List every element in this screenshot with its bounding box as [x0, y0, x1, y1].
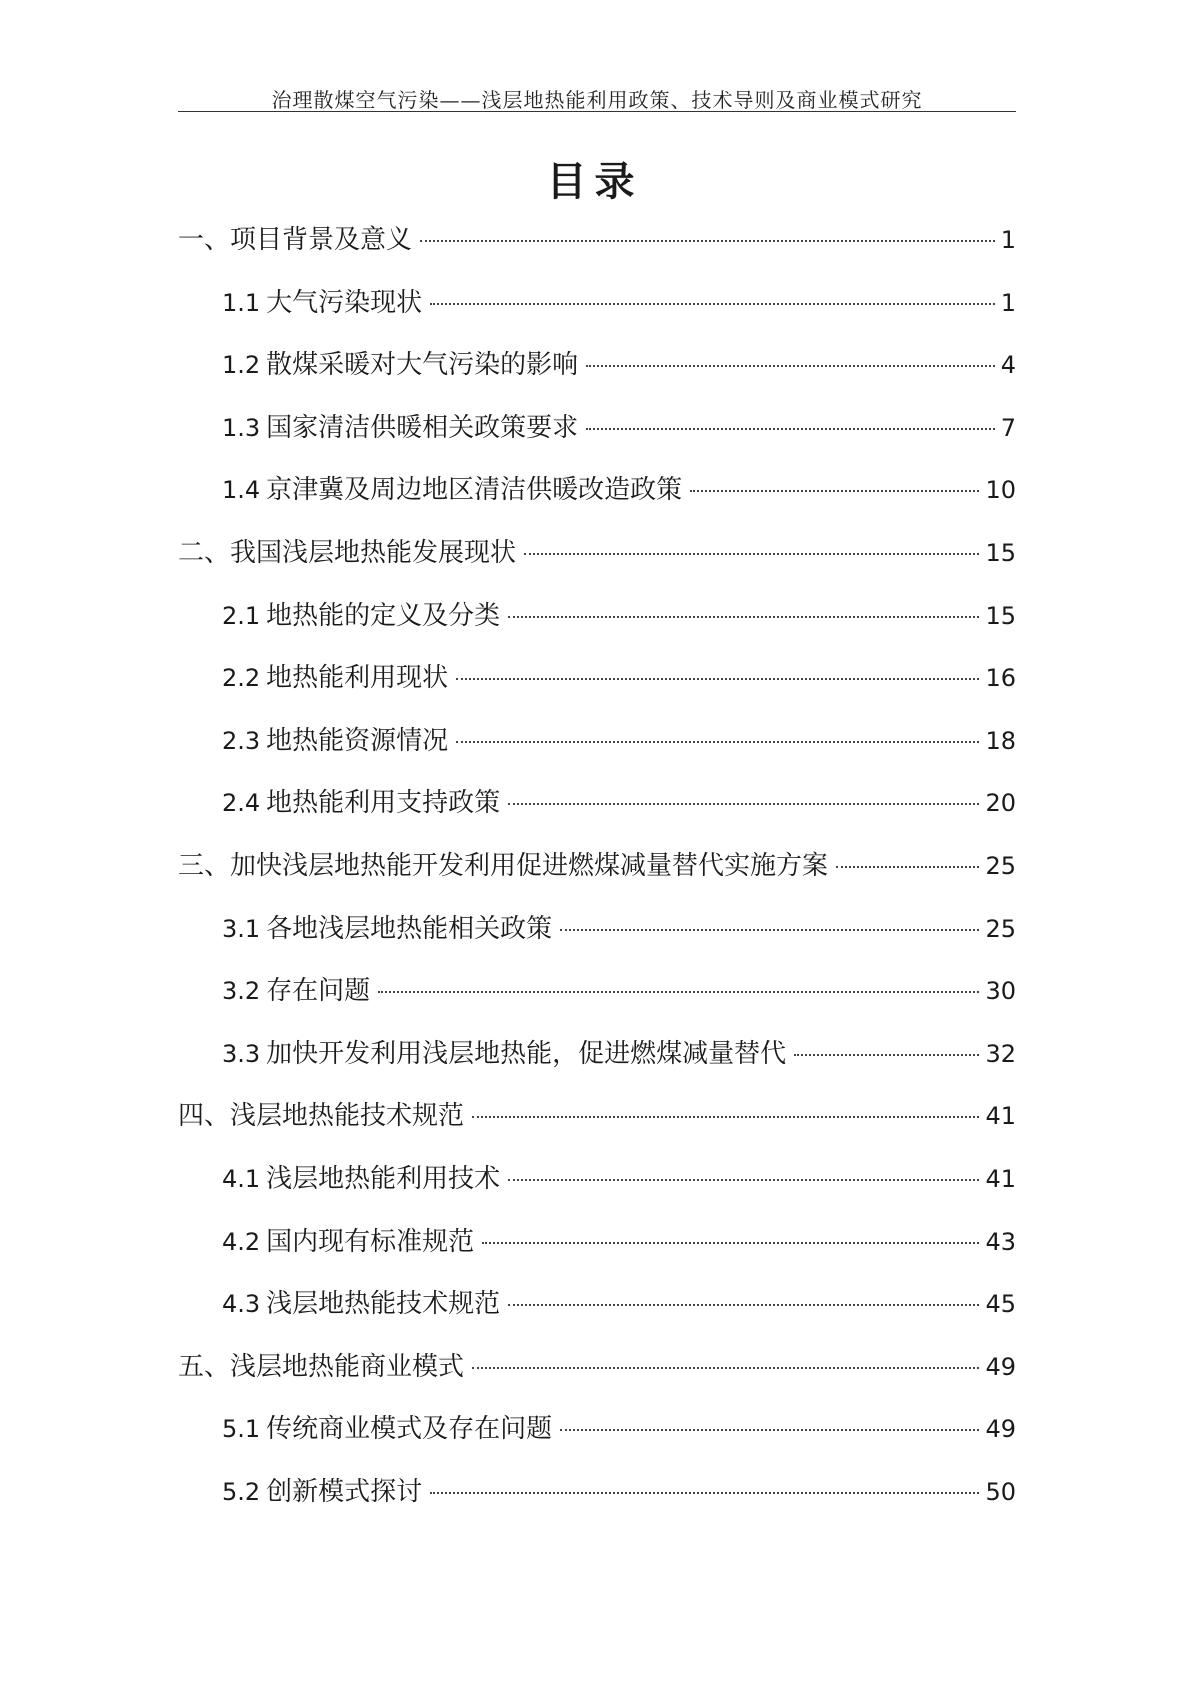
toc-section-number: 1.4 — [222, 476, 261, 505]
toc-page-number: 25 — [985, 851, 1016, 880]
toc-page-number: 20 — [985, 789, 1016, 818]
toc-entry-label: 二、我国浅层地热能发展现状 — [178, 537, 517, 568]
toc-entry-label: 浅层地热能技术规范 — [266, 1289, 501, 1320]
toc-entry-label: 五、浅层地热能商业模式 — [178, 1351, 465, 1382]
toc-section-number: 3.2 — [222, 977, 261, 1006]
toc-entry-label: 国内现有标准规范 — [266, 1226, 475, 1257]
toc-section-number: 1.3 — [222, 413, 261, 442]
toc-chapter-entry[interactable] — [178, 218, 1016, 281]
toc-title: 目录 — [546, 159, 643, 205]
toc-entry-label: 地热能的定义及分类 — [266, 600, 501, 631]
toc-section-entry[interactable] — [178, 719, 1016, 782]
toc-page-number: 30 — [985, 977, 1016, 1006]
toc-section-number: 4.3 — [222, 1290, 261, 1319]
toc-page-number: 41 — [985, 1164, 1016, 1193]
toc-chapter-entry[interactable] — [178, 1094, 1016, 1157]
toc-page-number: 25 — [985, 914, 1016, 943]
toc-page-number: 49 — [985, 1415, 1016, 1444]
toc-entry-label: 地热能利用支持政策 — [266, 788, 501, 819]
toc-section-number: 5.2 — [222, 1477, 261, 1506]
toc-dot-leader — [430, 1492, 979, 1494]
toc-entry-label: 地热能资源情况 — [266, 725, 449, 756]
toc-dot-leader — [420, 240, 995, 242]
toc-section-number: 2.3 — [222, 726, 261, 755]
toc-section-entry[interactable] — [178, 1407, 1016, 1470]
toc-entry-label: 京津冀及周边地区清洁供暖改造政策 — [266, 475, 683, 506]
toc-page-number: 50 — [985, 1477, 1016, 1506]
toc-section-number: 4.1 — [222, 1164, 261, 1193]
toc-section-entry[interactable] — [178, 1032, 1016, 1095]
toc-dot-leader — [690, 490, 979, 492]
table-of-contents — [178, 218, 1016, 1532]
toc-dot-leader — [560, 929, 979, 931]
toc-page-number: 32 — [985, 1039, 1016, 1068]
toc-dot-leader — [482, 1242, 979, 1244]
toc-chapter-entry[interactable] — [178, 1345, 1016, 1408]
toc-section-entry[interactable] — [178, 1157, 1016, 1220]
toc-dot-leader — [524, 553, 979, 555]
toc-page-number: 7 — [1000, 413, 1016, 442]
toc-dot-leader — [430, 303, 995, 305]
toc-entry-label: 国家清洁供暖相关政策要求 — [266, 412, 579, 443]
toc-dot-leader — [794, 1054, 979, 1056]
toc-dot-leader — [472, 1367, 979, 1369]
toc-chapter-entry[interactable] — [178, 531, 1016, 594]
toc-dot-leader — [836, 866, 979, 868]
toc-entry-label: 一、项目背景及意义 — [178, 225, 413, 255]
toc-entry-label: 传统商业模式及存在问题 — [266, 1414, 553, 1445]
toc-section-entry[interactable] — [178, 1282, 1016, 1345]
toc-entry-label: 大气污染现状 — [266, 287, 423, 318]
toc-dot-leader — [472, 1116, 979, 1118]
toc-section-number: 2.2 — [222, 664, 261, 693]
toc-dot-leader — [560, 1429, 979, 1431]
toc-section-entry[interactable] — [178, 281, 1016, 344]
toc-page-number: 49 — [985, 1352, 1016, 1381]
toc-entry-label: 四、浅层地热能技术规范 — [178, 1101, 465, 1132]
toc-chapter-entry[interactable] — [178, 844, 1016, 907]
toc-entry-label: 散煤采暖对大气污染的影响 — [266, 350, 579, 381]
toc-section-number: 3.3 — [222, 1039, 261, 1068]
toc-section-entry[interactable] — [178, 781, 1016, 844]
toc-page-number: 18 — [985, 726, 1016, 755]
toc-section-entry[interactable] — [178, 594, 1016, 657]
toc-section-number: 2.4 — [222, 789, 261, 818]
toc-section-entry[interactable] — [178, 343, 1016, 406]
toc-page-number: 41 — [985, 1102, 1016, 1131]
toc-page-number: 45 — [985, 1290, 1016, 1319]
toc-page-number: 1 — [1000, 288, 1016, 317]
toc-dot-leader — [508, 616, 979, 618]
toc-page-number: 10 — [985, 476, 1016, 505]
toc-section-entry[interactable] — [178, 406, 1016, 469]
toc-section-number: 4.2 — [222, 1227, 261, 1256]
toc-section-entry[interactable] — [178, 1220, 1016, 1283]
toc-section-number: 3.1 — [222, 914, 261, 943]
toc-entry-label: 各地浅层地热能相关政策 — [266, 913, 553, 944]
toc-page-number: 1 — [1000, 226, 1016, 254]
toc-entry-label: 加快开发利用浅层地热能，促进燃煤减量替代 — [266, 1038, 787, 1069]
toc-dot-leader — [508, 803, 979, 805]
toc-section-entry[interactable] — [178, 907, 1016, 970]
toc-entry-label: 地热能利用现状 — [266, 663, 449, 694]
toc-section-entry[interactable] — [178, 468, 1016, 531]
toc-entry-label: 存在问题 — [266, 976, 371, 1007]
toc-page-number: 16 — [985, 664, 1016, 693]
toc-dot-leader — [586, 428, 995, 430]
toc-section-number: 5.1 — [222, 1415, 261, 1444]
toc-section-entry[interactable] — [178, 1470, 1016, 1533]
header-divider — [178, 111, 1016, 112]
toc-section-number: 1.2 — [222, 351, 261, 380]
toc-section-number: 2.1 — [222, 601, 261, 630]
toc-page-number: 43 — [985, 1227, 1016, 1256]
toc-section-entry[interactable] — [178, 656, 1016, 719]
toc-dot-leader — [456, 678, 979, 680]
toc-dot-leader — [508, 1179, 979, 1181]
toc-page-number: 15 — [985, 601, 1016, 630]
toc-section-number: 1.1 — [222, 288, 261, 317]
toc-entry-label: 浅层地热能利用技术 — [266, 1163, 501, 1194]
toc-page-number: 4 — [1000, 351, 1016, 380]
toc-entry-label: 三、加快浅层地热能开发利用促进燃煤减量替代实施方案 — [178, 850, 829, 881]
toc-dot-leader — [586, 365, 995, 367]
toc-section-entry[interactable] — [178, 969, 1016, 1032]
toc-dot-leader — [378, 991, 979, 993]
running-header: 治理散煤空气污染——浅层地热能利用政策、技术导则及商业模式研究 — [271, 88, 923, 112]
toc-dot-leader — [456, 741, 979, 743]
toc-dot-leader — [508, 1304, 979, 1306]
toc-entry-label: 创新模式探讨 — [266, 1476, 423, 1507]
toc-page-number: 15 — [985, 538, 1016, 567]
